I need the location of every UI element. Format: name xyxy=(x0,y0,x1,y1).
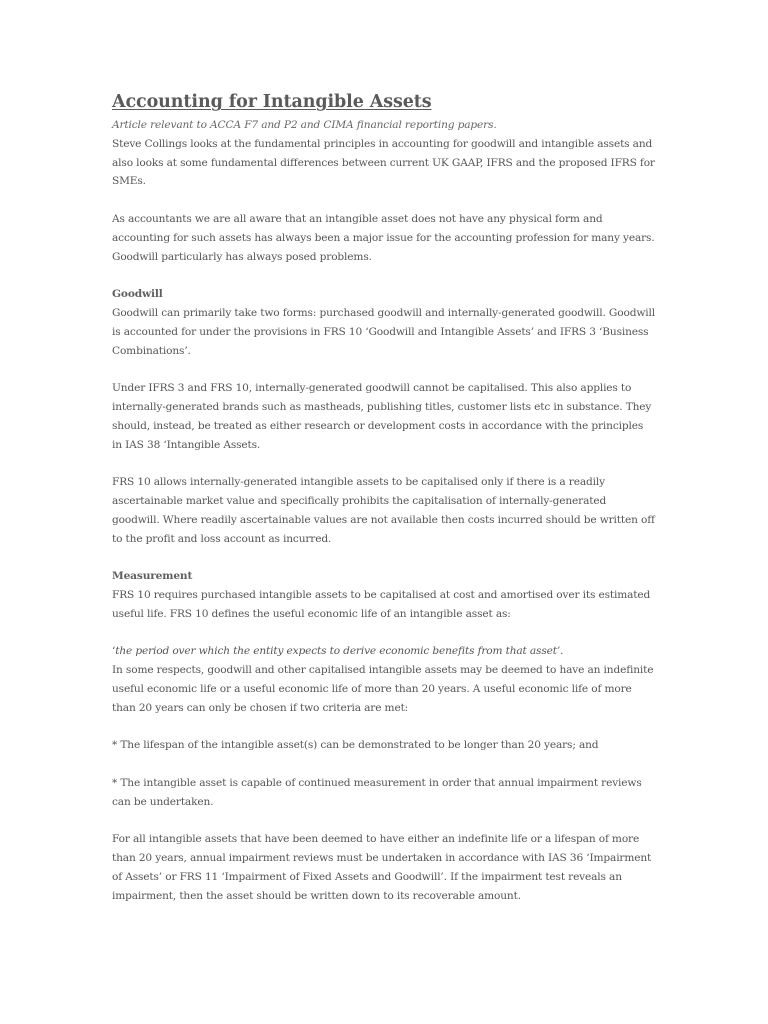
paragraph-intangibles: As accountants we are all aware that an intangible asset does not have any physical form and accounting for such assets has always been a major issue for the accounting profession for many years. Goodwill particularly has always posed problems. xyxy=(112,212,655,263)
intro-paragraph: Steve Collings looks at the fundamental principles in accounting for goodwill and intangible assets and also looks at some fundamental differences between current UK GAAP, IFRS and the proposed IFRS for SMEs. xyxy=(112,137,655,188)
section-heading-measurement: Measurement xyxy=(112,570,193,583)
section-heading-goodwill: Goodwill xyxy=(112,288,163,301)
measurement-paragraph-3: For all intangible assets that have been deemed to have either an indefinite life or a lifespan of more than 20 years, annual impairment reviews must be undertaken in accordance with IAS 36 ‘Impairment of Assets’ or FRS 11 ‘Impairment of Fixed Assets and Goodwill’. If the impairment test reveals an impairment, then the asset should be written down to its recoverable amount. xyxy=(112,833,652,902)
goodwill-paragraph-1: Goodwill can primarily take two forms: purchased goodwill and internally-generated goodwill. Goodwill is accounted for under the provisions in FRS 10 ‘Goodwill and Intangible Assets’ and IFRS 3 ‘Business Combinations’. xyxy=(112,306,655,357)
document-title: Accounting for Intangible Assets xyxy=(112,92,432,112)
measurement-paragraph-1: FRS 10 requires purchased intangible assets to be capitalised at cost and amortised over its estimated useful life. FRS 10 defines the useful economic life of an intangible asset as: xyxy=(112,588,651,620)
goodwill-paragraph-2: Under IFRS 3 and FRS 10, internally-generated goodwill cannot be capitalised. This also applies to internally-generated brands such as mastheads, publishing titles, customer lists etc in substance. They should, instead, be treated as either research or development costs in accordance with the principles in IAS 38 ‘Intangible Assets. xyxy=(112,382,652,451)
document-subtitle: Article relevant to ACCA F7 and P2 and CIMA financial reporting papers. xyxy=(112,119,497,131)
criteria-bullet-2: * The intangible asset is capable of continued measurement in order that annual impairment reviews can be undertaken. xyxy=(112,776,642,808)
goodwill-paragraph-3: FRS 10 allows internally-generated intangible assets to be capitalised only if there is a readily ascertainable market value and specifically prohibits the capitalisation of internally-generated goodwill. Where readily ascertainable values are not available then costs incurred should be written off to the profit and loss account as incurred. xyxy=(112,476,655,545)
definition-quote: ‘the period over which the entity expects to derive economic benefits from that asset’. xyxy=(112,645,564,658)
criteria-bullet-1: * The lifespan of the intangible asset(s) can be demonstrated to be longer than 20 years; and xyxy=(112,739,599,752)
measurement-paragraph-2: In some respects, goodwill and other capitalised intangible assets may be deemed to have an indefinite useful economic life or a useful economic life of more than 20 years. A useful economic life of more than 20 years can only be chosen if two criteria are met: xyxy=(112,664,654,714)
